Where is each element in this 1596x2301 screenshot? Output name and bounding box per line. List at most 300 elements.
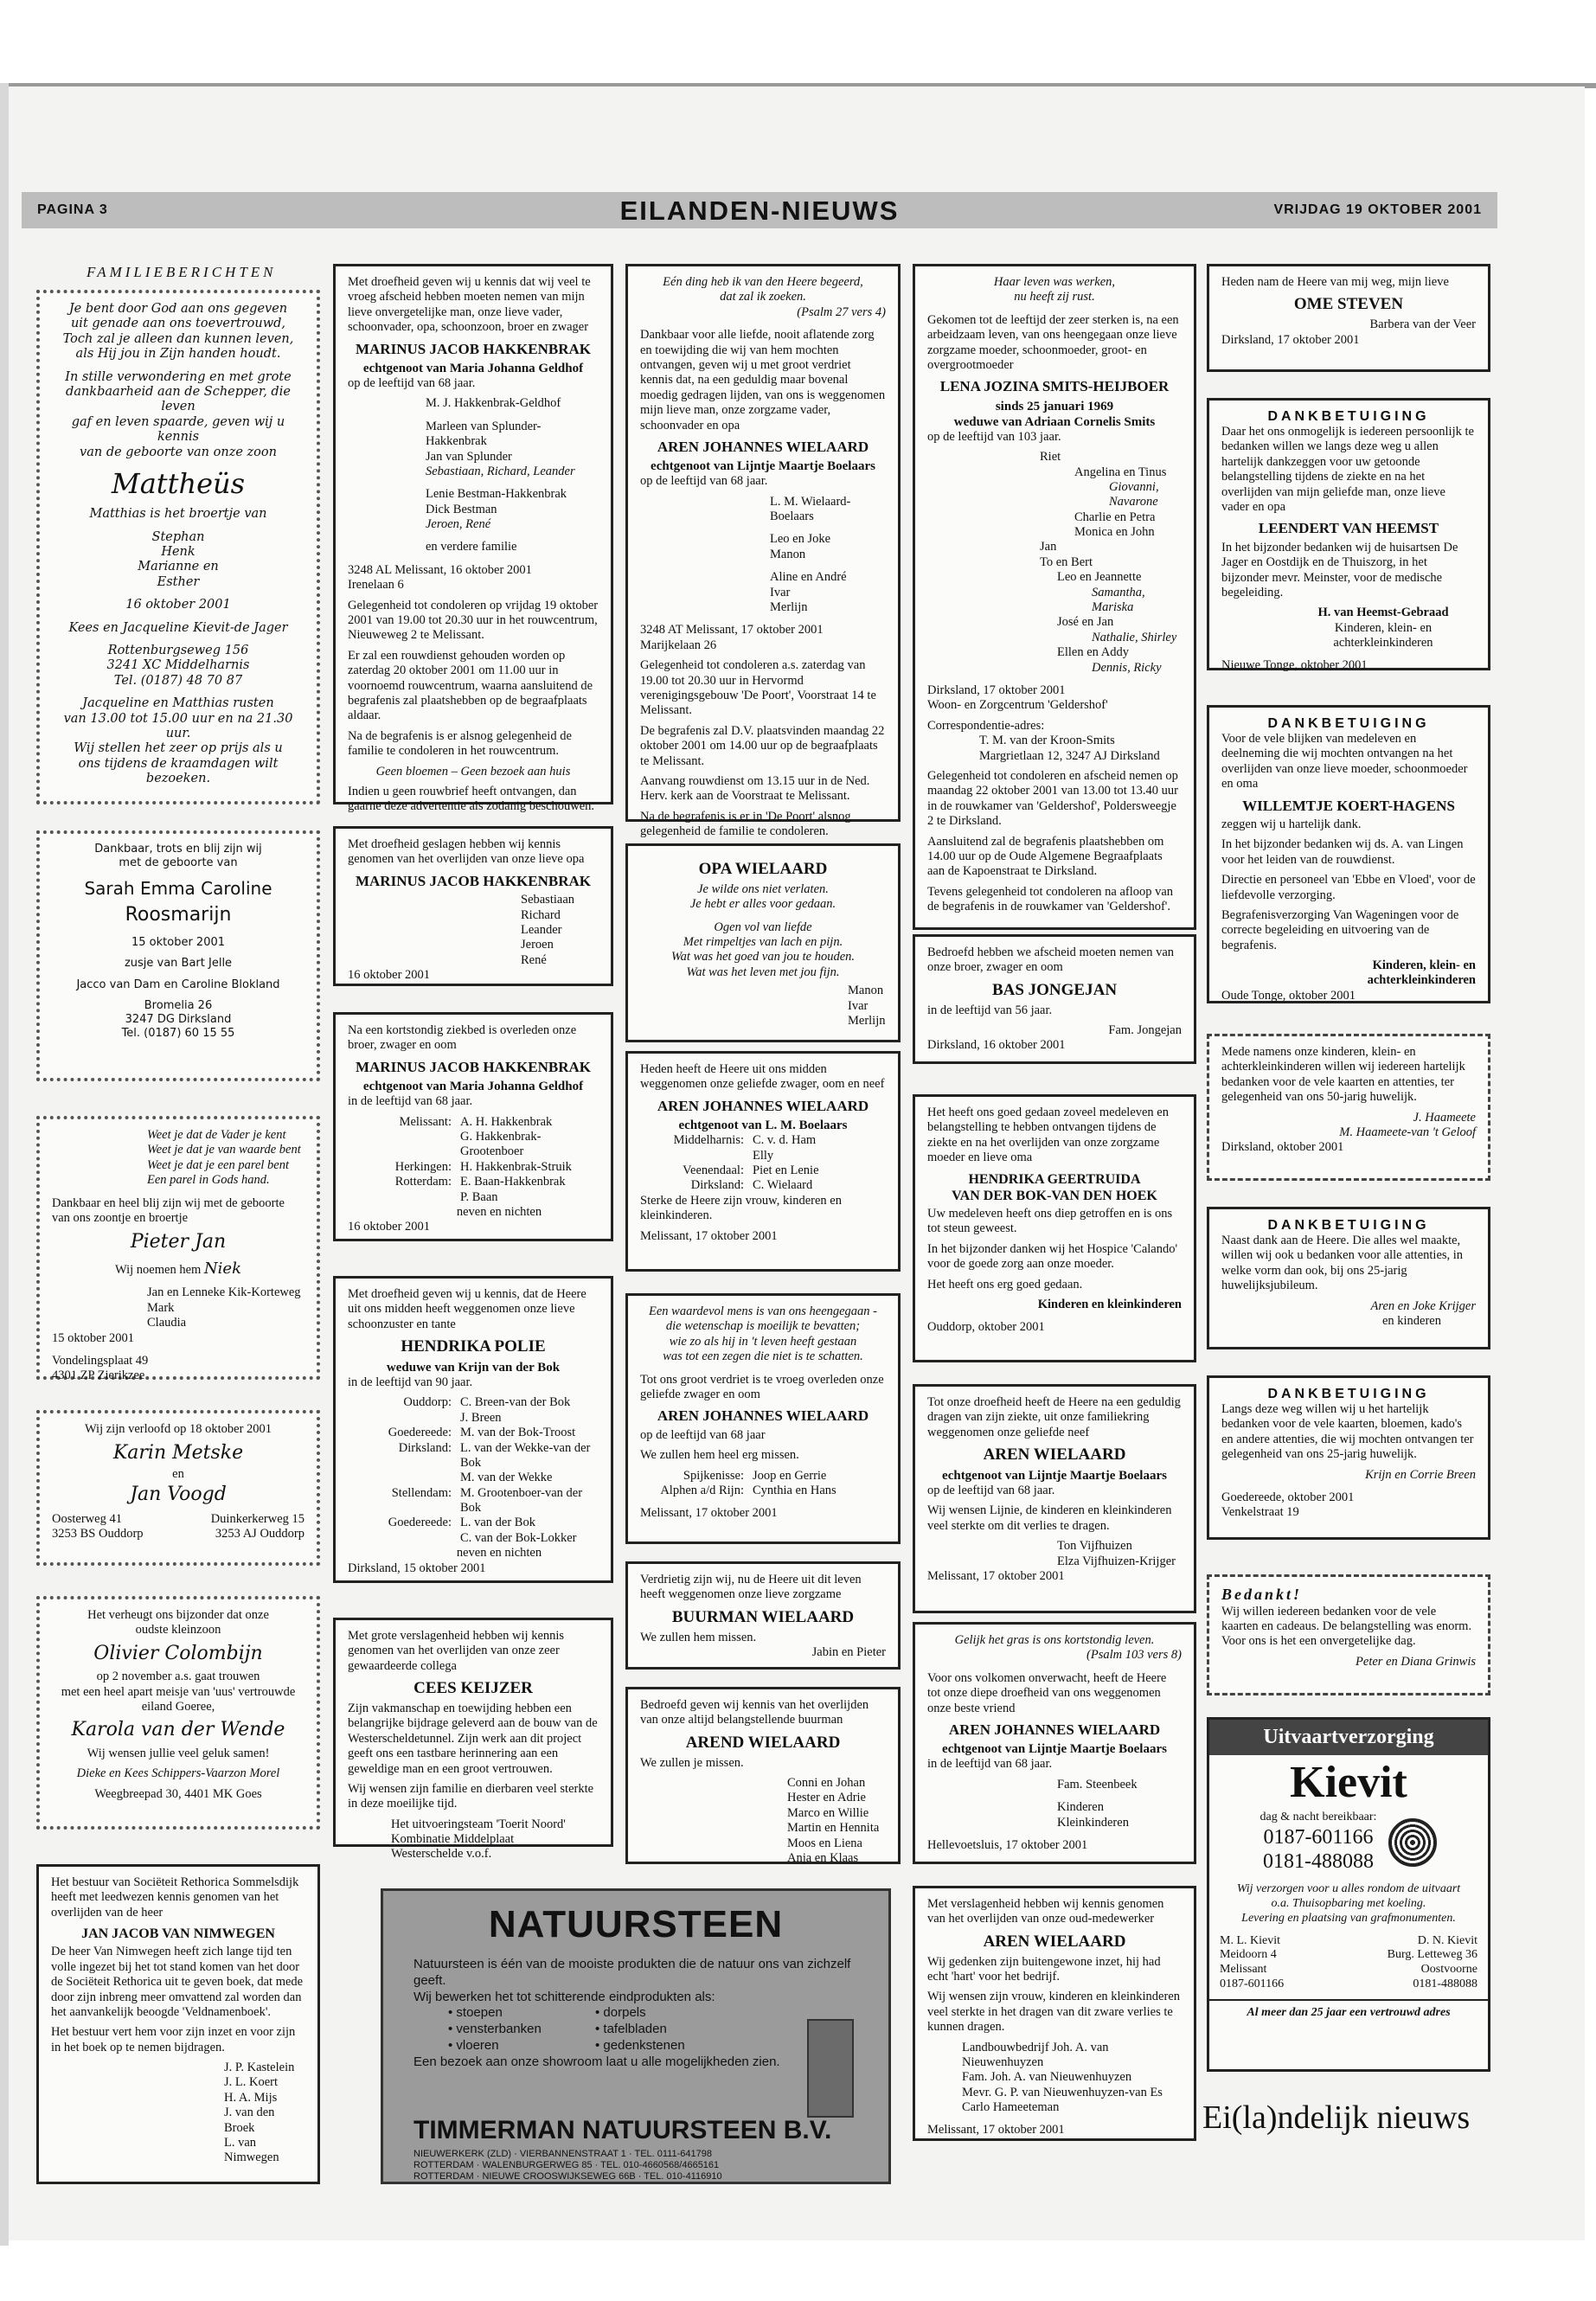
deceased-name: OME STEVEN <box>1293 295 1404 314</box>
age: op de leeftijd van 68 jaar <box>640 1427 766 1442</box>
child-name: Pieter Jan <box>130 1231 227 1253</box>
obituary-ome-steven <box>1207 264 1490 372</box>
signatory: Kleinkinderen <box>1057 1815 1129 1830</box>
thanks-hendrika-bok <box>913 1094 1196 1362</box>
deceased-name: BUURMAN WIELAARD <box>671 1607 855 1626</box>
text-line: dankbaarheid aan de Schepper, die leven <box>66 384 291 414</box>
family-member: Lenie Bestman-Hakkenbrak <box>426 487 567 502</box>
thanks-heading: DANKBETUIGING <box>1267 409 1430 424</box>
sibling-name: Esther <box>157 574 200 589</box>
verse-line: dat zal ik zoeken. <box>720 290 806 304</box>
family-member: Leo en Jeannette <box>1057 570 1142 585</box>
text-line: Jacqueline en Matthias rusten <box>82 696 274 711</box>
verse-line: Ogen vol van liefde <box>714 920 812 934</box>
location: Veenendaal: <box>683 1163 744 1177</box>
thanks-willemtje <box>1207 705 1490 1003</box>
verse-line: Wat was het goed van jou te houden. <box>670 950 856 965</box>
family-member: Leo en Joke <box>770 532 831 547</box>
date: Ouddorp, oktober 2001 <box>927 1320 1045 1335</box>
text: Het bestuur vert hem voor zijn inzet en voor zijn in het boek op te nemen bijdragen. <box>51 2025 296 2054</box>
deceased-name: AREND WIELAARD <box>685 1733 841 1752</box>
address: 3253 AJ Ouddorp <box>215 1526 304 1541</box>
signatory: Kinderen, klein- en <box>1372 958 1476 973</box>
verse-line: wie zo als hij in 't leven heeft gestaan <box>669 1334 857 1349</box>
parents: Jan en Lenneke Kik-Korteweg <box>147 1285 301 1300</box>
thanks-krijger <box>1207 1207 1490 1349</box>
grandchild: Merlijn <box>848 1013 886 1028</box>
date: Melissant, 17 oktober 2001 <box>927 2123 1065 2138</box>
family-member: Ellen en Addy <box>1057 645 1129 660</box>
family-member: C. v. d. Ham <box>753 1133 817 1148</box>
family-member: Marleen van Splunder-Hakkenbrak <box>426 419 542 449</box>
text: De begrafenis zal D.V. plaatsvinden maandag 22 oktober 2001 om 14.00 uur op de begraafplaats te Melissant. <box>640 723 885 768</box>
family-row <box>348 1531 599 1546</box>
signatory: Kombinatie Middelplaat <box>391 1832 515 1847</box>
text-line: Wij stellen het zeer op prijs als u <box>74 741 283 756</box>
signatory: Kinderen, klein- en <box>1334 620 1433 635</box>
groom-name: Jan Voogd <box>130 1484 227 1506</box>
address: 3248 AL Melissant, 16 oktober 2001 <box>348 562 532 577</box>
signatory: Carlo Hameeteman <box>962 2100 1060 2115</box>
spouse-line: weduwe van Adriaan Cornelis Smits <box>953 414 1156 429</box>
spouse-line: echtgenoot van L. M. Boelaars <box>678 1118 848 1133</box>
location: Melissant: <box>399 1114 452 1129</box>
signatory: Aren en Joke Krijger <box>1370 1298 1476 1313</box>
location <box>348 1471 460 1485</box>
text: Heden nam de Heere van mij weg, mijn lieve <box>1221 275 1449 289</box>
page-number: PAGINA 3 <box>37 202 108 217</box>
signatory: achterkleinkinderen <box>1367 973 1476 988</box>
text: Met droefheid geven wij u kennis dat wij veel te vroeg afscheid hebben moeten nemen van mijn lieve onvergetelijke man, onze lieve vader, schoonvader, opa, schoonzoon, broer en zwager <box>348 275 591 335</box>
deceased-name: HENDRIKA GEERTRUIDA <box>968 1171 1141 1187</box>
advert-addresses <box>413 2149 722 2183</box>
family-list <box>348 1115 599 1205</box>
obituary-marinus-siblings <box>333 1012 613 1241</box>
contact: D. N. Kievit <box>1417 1933 1477 1947</box>
text: Heden heeft de Heere uit ons midden weggenomen onze geliefde zwager, oom en neef <box>640 1062 885 1092</box>
obituary-lena-smits <box>913 264 1196 930</box>
address: Goedereede, oktober 2001 <box>1221 1490 1355 1504</box>
family-member: M. J. Hakkenbrak-Geldhof <box>426 396 561 411</box>
text: Geen bloemen – Geen bezoek aan huis <box>375 764 571 779</box>
address: 3241 XC Middelharnis <box>106 658 250 673</box>
text: zeggen wij u hartelijk dank. <box>1221 817 1362 831</box>
spouse-line: echtgenoot van Lijntje Maartje Boelaars <box>942 1468 1167 1483</box>
family-row <box>640 1178 886 1193</box>
family-member: C. van der Bok-Lokker <box>460 1530 577 1545</box>
obituary-aren-medewerker <box>913 1886 1196 2141</box>
phone: 0181-488088 <box>1413 1977 1477 1990</box>
signatory: Krijn en Corrie Breen <box>1365 1467 1476 1482</box>
family-row <box>348 1115 599 1130</box>
text: Met verslagenheid hebben wij kennis genomen van het overlijden van onze oud-medewerker <box>927 1897 1164 1926</box>
text: met een heel apart meisje van 'uus' vertrouwde eiland Goeree, <box>61 1684 296 1714</box>
parents: Kees en Jacqueline Kievit-de Jager <box>68 620 288 635</box>
verse-line: was tot een zegen die niet is te schatten. <box>663 1349 863 1364</box>
family-row <box>348 1471 599 1485</box>
text-line: Matthias is het broertje van <box>89 507 267 522</box>
text: Na de begrafenis is er alsnog gelegenheid de familie te condoleren in het rouwcentrum. <box>348 728 572 759</box>
natuursteen-advert <box>381 1888 891 2184</box>
deceased-name: MARINUS JACOB HAKKENBRAK <box>355 1058 592 1075</box>
deceased-name: WILLEMTJE KOERT-HAGENS <box>1242 797 1455 814</box>
scan-edge-left <box>0 83 9 2246</box>
phone: 0187-601166 <box>1220 1977 1285 1990</box>
obituary-aren-inlaws <box>625 1051 901 1272</box>
location: Dirksland: <box>690 1178 744 1193</box>
advert-heading: NATUURSTEEN <box>488 1903 784 1945</box>
text: Wij gedenken zijn buitengewone inzet, hij had echt 'hart' voor het bedrijf. <box>927 1954 1161 1984</box>
text: Voor de vele blijken van medeleven en deelneming die wij mochten ontvangen na het overlijden van onze lieve moeder, schoonmoeder en oma <box>1221 732 1468 792</box>
family-row <box>640 1149 886 1163</box>
grandchild: Sebastiaan <box>521 893 575 907</box>
obituary-opa-wielaard <box>625 843 901 1042</box>
signatory: en kinderen <box>1381 1313 1441 1328</box>
text: Wij wensen zijn familie en dierbaren veel sterkte in deze moeilijke tijd. <box>348 1781 594 1811</box>
family-row <box>348 1190 599 1205</box>
family-member: L. van der Wekke-van der Bok <box>460 1440 591 1470</box>
wedding-notice <box>36 1596 320 1830</box>
family-row <box>348 1486 599 1516</box>
text: Natuursteen is één van de mooiste produkten die de natuur ons van zichzelf geeft. <box>413 1957 851 1988</box>
address: Correspondentie-adres: <box>927 718 1045 733</box>
text: Naast dank aan de Heere. Die alles wel maakte, willen wij ook u bedanken voor alle attenties, in welke vorm dan ook, bij ons 25-jarig huwelijksjubileum. <box>1221 1234 1464 1293</box>
text: In het bijzonder bedanken wij de huisartsen De Jager en Oostdijk en de Thuiszorg, in het bijzonder mevr. Meinster, voor de medische begeleiding. <box>1221 540 1458 599</box>
location: Alphen a/d Rijn: <box>660 1483 744 1497</box>
address: Vondelingsplaat 49 <box>52 1353 149 1368</box>
neighbour: Conni en Johan <box>787 1775 866 1790</box>
family-member: A. H. Hakkenbrak <box>460 1114 553 1129</box>
neighbour: Anja en Klaas <box>787 1850 859 1865</box>
masthead: EILANDEN-NIEUWS <box>619 195 900 226</box>
family-member: Giovanni, Navarone <box>1109 479 1159 510</box>
birth-date: 16 oktober 2001 <box>125 598 231 612</box>
birth-notice-sarah <box>36 830 320 1081</box>
obituary-hendrika-polie <box>333 1276 613 1583</box>
text: Er zal een rouwdienst gehouden worden op zaterdag 20 oktober 2001 om 11.00 uur in voornoemd rouwcentrum, waarna aansluitend de begrafenis zal plaatshebben op de begraafplaats aldaar. <box>348 648 593 723</box>
advert-heading: Uitvaartverzorging <box>1209 1720 1488 1755</box>
birth-date: 15 oktober 2001 <box>131 935 226 949</box>
sibling-name: Mark <box>147 1300 175 1315</box>
verse-line: Weet je dat je een parel bent <box>147 1157 290 1172</box>
thanks-heading: DANKBETUIGING <box>1267 1218 1430 1233</box>
family-member: C. Breen-van der Bok <box>460 1395 571 1410</box>
page-header <box>22 192 1497 228</box>
deceased-name: AREN WIELAARD <box>983 1445 1126 1465</box>
signatory: Fam. Joh. A. van Nieuwenhuyzen <box>962 2070 1132 2085</box>
text: Dankbaar en heel blij zijn wij met de geboorte van ons zoontje en broertje <box>52 1195 285 1225</box>
family-member: Dick Bestman <box>426 502 497 516</box>
birth-notice-mattheus <box>36 290 320 804</box>
family-member: M. van der Bok-Troost <box>460 1426 576 1440</box>
verse-line: Je bent door God aan ons gegeven <box>68 302 288 316</box>
list-item: • vloeren <box>448 2037 499 2053</box>
text: Daar het ons onmogelijk is iedereen persoonlijk te bedanken willen we langs deze weg u allen hartelijk dankzeggen voor uw getoonde belangstelling tijdens de ziekte en na het overlijden van mijn geliefde man, onze lieve vader en opa <box>1221 425 1474 514</box>
neighbour: Marco en Willie <box>787 1805 869 1820</box>
text: Sterke de Heere zijn vrouw, kinderen en kleinkinderen. <box>640 1193 842 1223</box>
family-member: Riet <box>1040 450 1061 465</box>
kievit-advert <box>1207 1717 1490 2072</box>
signatory: Kinderen en kleinkinderen <box>1037 1297 1182 1311</box>
text: o.a. Thuisopbaring met koeling. <box>1271 1896 1426 1910</box>
location: Goedereede: <box>388 1516 452 1530</box>
address: NIEUWERKERK (ZLD) · VIERBANNENSTRAAT 1 · TEL. 0111-641798 <box>413 2149 712 2159</box>
text: Mede namens onze kinderen, klein- en achterkleinkinderen willen wij iedereen hartelijk bedanken voor de vele kaarten en attenties, ter gelegenheid van ons 50-jarig huwelijk. <box>1221 1045 1465 1105</box>
verse-line: Weet je dat je van waarde bent <box>147 1143 301 1157</box>
family-member: C. Wielaard <box>753 1178 813 1193</box>
thanks-haameete <box>1207 1034 1490 1181</box>
text: Levering en plaatsing van grafmonumenten. <box>1241 1911 1456 1925</box>
family-member: P. Baan <box>460 1189 498 1204</box>
verse-ref: (Psalm 27 vers 4) <box>797 304 886 319</box>
family-member: Dennis, Ricky <box>1092 660 1162 675</box>
date: 16 oktober 2001 <box>348 968 431 983</box>
phone: Tel. (0187) 60 15 55 <box>121 1026 235 1040</box>
signatory: J. L. Koert <box>224 2075 279 2090</box>
location: Rotterdam: <box>394 1175 452 1189</box>
thanks-heading: DANKBETUIGING <box>1267 1387 1430 1401</box>
deceased-name: CEES KEIJZER <box>413 1679 533 1698</box>
family-member: E. Baan-Hakkenbrak <box>460 1175 566 1189</box>
address: Irenelaan 6 <box>348 578 404 593</box>
age: op de leeftijd van 103 jaar. <box>927 429 1061 444</box>
signatory: Landbouwbedrijf Joh. A. van Nieuwenhuyzen <box>962 2040 1109 2069</box>
location: Dirksland: <box>398 1440 452 1455</box>
family-row <box>348 1130 599 1160</box>
family-member: Monica en John <box>1074 525 1155 540</box>
verse-line: Een parel in Gods hand. <box>147 1173 270 1188</box>
text-line: van 13.00 tot 15.00 uur en na 21.30 uur. <box>63 711 293 740</box>
verse-line: Met rimpeltjes van lach en pijn. <box>683 934 843 949</box>
deceased-name: AREN JOHANNES WIELAARD <box>657 1097 869 1114</box>
signatory: L. van Nimwegen <box>224 2136 279 2165</box>
thanks-heading: Bedankt! <box>1221 1586 1303 1603</box>
list-item: • gedenkstenen <box>595 2037 685 2053</box>
obituary-arend <box>625 1687 901 1864</box>
text: Zijn vakmanschap en toewijding hebben een belangrijke bijdrage geleverd aan de bouw van de Westerscheldetunnel. Zijn werk aan dit project geeft ons een tastbare herinnering aan een geweldige man en een groot vertrouwen. <box>348 1701 598 1776</box>
family-member: G. Hakkenbrak-Grootenboer <box>460 1129 542 1159</box>
text: We zullen hem missen. <box>640 1630 757 1644</box>
text: Uw medeleven heeft ons diep getroffen en is ons tot steun geweest. <box>927 1206 1173 1236</box>
address: 3247 DG Dirksland <box>125 1012 232 1026</box>
date: Melissant, 17 oktober 2001 <box>927 1568 1065 1583</box>
birth-notice-pieter <box>36 1116 320 1383</box>
verse-line: als Hij jou in Zijn handen houdt. <box>75 347 281 362</box>
address: 3248 AT Melissant, 17 oktober 2001 <box>640 623 824 638</box>
text: Gelegenheid tot condoleren op vrijdag 19 oktober 2001 van 19.00 tot 20.30 uur in het rouwcentrum, Nieuweweg 2 te Melissant. <box>348 598 599 643</box>
deceased-name: OPA WIELAARD <box>698 860 828 878</box>
obituary-aren-neef <box>913 1384 1196 1613</box>
date: Dirksland, oktober 2001 <box>1221 1140 1344 1155</box>
text: Na de begrafenis is er in 'De Poort' alsnog gelegenheid de familie te condoleren. <box>640 809 851 839</box>
obituary-buurman <box>625 1561 901 1670</box>
family-member: Jan van Splunder <box>426 449 512 464</box>
location <box>348 1130 460 1160</box>
grandchild: Richard <box>521 907 561 922</box>
text: Gekomen tot de leeftijd der zeer sterken is, na een arbeidzaam leven, van ons heengegaan onze lieve zorgzame moeder, schoonmoeder, groot- en overgrootmoeder <box>927 312 1179 372</box>
address: T. M. van der Kroon-Smits <box>979 734 1115 748</box>
neighbour: Hester en Adrie <box>787 1791 866 1805</box>
family-member: Angelina en Tinus <box>1074 465 1167 479</box>
verse-line: Je hebt er alles voor gedaan. <box>689 897 836 912</box>
family-row <box>348 1175 599 1189</box>
address: Meidoorn 4 <box>1220 1948 1277 1962</box>
grandchild: Jeroen <box>521 938 554 952</box>
thanks-leendert <box>1207 398 1490 673</box>
signatory: Peter en Diana Grinwis <box>1356 1654 1476 1669</box>
text: Een bezoek aan onze showroom laat u alle mogelijkheden zien. <box>413 2054 780 2069</box>
thanks-breen <box>1207 1375 1490 1540</box>
family-member: Charlie en Petra <box>1074 510 1156 524</box>
grandchild: Manon <box>848 984 884 998</box>
address: Marijkelaan 26 <box>640 638 717 652</box>
deceased-name: AREN JOHANNES WIELAARD <box>948 1721 1161 1738</box>
spouse-line: echtgenoot van Lijntje Maartje Boelaars <box>942 1742 1167 1757</box>
age: op de leeftijd van 68 jaar. <box>640 474 768 489</box>
family-member: Piet en Lenie <box>753 1163 819 1177</box>
family-row <box>348 1441 599 1471</box>
signatory: Fam. Jongejan <box>1108 1022 1182 1037</box>
text: Het heeft ons goed gedaan zoveel medeleven en belangstelling te hebben ontvangen tijdens de ziekte en na het overlijden van onze zorgzame moeder en lieve oma <box>927 1106 1169 1165</box>
bride-name: Karin Metske <box>112 1442 244 1465</box>
grandchild: René <box>521 952 547 967</box>
signatory: Mevr. G. P. van Nieuwenhuyzen-van Es <box>962 2085 1163 2099</box>
date: Hellevoetsluis, 17 oktober 2001 <box>927 1837 1088 1852</box>
text-line: Dankbaar, trots en blij zijn wij <box>94 843 262 856</box>
sibling-name: Marianne en <box>138 560 219 574</box>
signatory: Het uitvoeringsteam 'Toerit Noord' <box>391 1817 566 1831</box>
verse-line: Wat was het leven met jou fijn. <box>686 965 840 979</box>
signatory: Fam. Steenbeek <box>1057 1777 1138 1791</box>
address: 4301 ZP Zierikzee <box>52 1368 145 1383</box>
text: en <box>172 1466 184 1481</box>
list-item: • dorpels <box>595 2005 646 2021</box>
obituary-marinus-grandchildren <box>333 826 613 986</box>
advert-body <box>413 1957 863 2070</box>
text: In het bijzonder danken wij het Hospice 'Calando' voor de goede zorg aan onze moeder. <box>927 1241 1178 1272</box>
family-member: L. van der Bok <box>460 1516 535 1530</box>
text: oudste kleinzoon <box>135 1623 221 1638</box>
child-name: Sarah Emma Caroline <box>84 878 272 900</box>
deceased-name: JAN JACOB VAN NIMWEGEN <box>81 1926 275 1942</box>
phone: 0181-488088 <box>1262 1850 1374 1874</box>
text: Wij verzorgen voor u alles rondom de uitvaart <box>1236 1882 1461 1896</box>
nickname: Niek <box>203 1259 241 1278</box>
signatory: J. Haameete <box>1413 1110 1476 1125</box>
deceased-name: MARINUS JACOB HAKKENBRAK <box>355 872 592 889</box>
location: Stellendam: <box>391 1485 452 1500</box>
sibling-name: Stephan <box>151 529 205 544</box>
location: Goedereede: <box>388 1426 452 1440</box>
text: Voor ons volkomen onverwacht, heeft de Heere tot onze diepe droefheid van ons weggenomen onze beste vriend <box>927 1670 1167 1715</box>
parents: Jacco van Dam en Caroline Blokland <box>76 977 280 991</box>
text: Na een kortstondig ziekbed is overleden onze broer, zwager en oom <box>348 1023 577 1053</box>
family-member: Jeroen, René <box>426 517 491 532</box>
age: in de leeftijd van 68 jaar. <box>927 1757 1053 1772</box>
text: We zullen hem heel erg missen. <box>640 1448 799 1463</box>
sibling-name: Claudia <box>147 1316 187 1330</box>
deceased-name: AREN JOHANNES WIELAARD <box>657 438 869 455</box>
deceased-name: HENDRIKA POLIE <box>401 1337 546 1356</box>
text: Het heeft ons erg goed gedaan. <box>927 1277 1083 1292</box>
family-member: en verdere familie <box>426 540 517 554</box>
text: Wij zijn verloofd op 18 oktober 2001 <box>84 1422 272 1436</box>
text: Tot onze droefheid heeft de Heere na een geduldig dragen van zijn ziekte, uit onze familiekring weggenomen onze geliefde neef <box>927 1395 1181 1439</box>
verse-line: Je wilde ons niet verlaten. <box>697 881 829 896</box>
family-list <box>640 1133 886 1194</box>
text: Wij wensen zijn vrouw, kinderen en kleinkinderen veel sterkte in het dragen van dit zware verlies te kunnen dragen. <box>927 1990 1181 2035</box>
spouse-line: echtgenoot van Lijntje Maartje Boelaars <box>651 459 875 474</box>
list-item: • tafelbladen <box>595 2022 667 2036</box>
family-row <box>348 1411 599 1426</box>
text: Wij willen iedereen bedanken voor de vele kaarten en cadeaus. De belangstelling was enorm. Voor ons is het een onvergetelijke dag. <box>1221 1604 1472 1649</box>
family-member: Samantha, Mariska <box>1092 585 1145 615</box>
section-title: FAMILIEBERICHTEN <box>87 264 277 280</box>
text: We zullen je missen. <box>640 1755 744 1770</box>
obituary-cees-keijzer <box>333 1618 613 1862</box>
bride-name: Karola van der Wende <box>71 1719 285 1741</box>
spouse-line: echtgenoot van Maria Johanna Geldhof <box>362 1080 584 1094</box>
child-name: Mattheüs <box>111 466 246 500</box>
company-name: TIMMERMAN NATUURSTEEN B.V. <box>413 2116 832 2144</box>
signatory: Westerschelde v.o.f. <box>391 1847 492 1862</box>
text: Gelegenheid tot condoleren en afscheid nemen op maandag 22 oktober 2001 van 13.00 tot 13.40 uur in de rouwkamer van 'Geldershof', Poldersweegje 2 te Dirksland. <box>927 768 1178 829</box>
text: Wij wensen jullie veel geluk samen! <box>87 1746 270 1760</box>
issue-date: VRIJDAG 19 OKTOBER 2001 <box>1273 202 1482 217</box>
text: De heer Van Nimwegen heeft zich lange tijd ten volle ingezet bij het tot stand komen van het door de Sociëteit Rethorica uit te geven boek, dat mede door zijn inbreng meer omvattend zal worden dan het aanvankelijk beoogde 'Veldnamenboek'. <box>51 1945 304 2019</box>
signatory: J. P. Kastelein <box>224 2061 295 2075</box>
address: ROTTERDAM · WALENBURGERWEG 85 · TEL. 010-4660568/4665161 <box>413 2160 720 2171</box>
text-line: ons tijdens de kraamdagen wilt bezoeken. <box>78 756 279 786</box>
signatory: Kinderen <box>1057 1800 1104 1815</box>
spouse-line: echtgenoot van Maria Johanna Geldhof <box>362 361 584 375</box>
family-member: Sebastiaan, Richard, Leander <box>426 464 575 478</box>
text: Aansluitend zal de begrafenis plaatshebben om 14.00 uur op de Oude Algemene Begraafplaats aan de Kapoenstraat te Dirksland. <box>927 834 1164 879</box>
signature: Dieke en Kees Schippers-Vaarzon Morel <box>76 1766 280 1781</box>
neighbour: Moos en Liena <box>787 1836 862 1850</box>
text: Het bestuur van Sociëteit Rethorica Sommelsdijk heeft met leedwezen kennis genomen van het overlijden van de heer <box>51 1875 299 1920</box>
location <box>348 1411 460 1426</box>
date: Melissant, 17 oktober 2001 <box>640 1506 778 1521</box>
address: Rottenburgseweg 156 <box>107 644 249 658</box>
family-member: Joop en Gerrie <box>753 1468 827 1483</box>
signatory: Ton Vijfhuizen <box>1057 1539 1132 1554</box>
address: Dirksland, 17 oktober 2001 <box>927 683 1066 697</box>
deceased-name: VAN DER BOK-VAN DEN HOEK <box>952 1188 1157 1203</box>
text: Wij wensen Lijnie, de kinderen en kleinkinderen veel sterkte om dit verlies te dragen. <box>927 1503 1172 1533</box>
address: Woon- en Zorgcentrum 'Geldershof' <box>927 698 1108 713</box>
location <box>348 1190 460 1205</box>
text: Met droefheid geslagen hebben wij kennis genomen van het overlijden van onze lieve opa <box>348 837 585 867</box>
family-member: Aline en André <box>770 570 847 585</box>
address: Weegbreepad 30, 4401 MK Goes <box>94 1786 262 1801</box>
text-line: In stille verwondering en met grote <box>65 369 292 384</box>
family-member: José en Jan <box>1057 615 1114 630</box>
contact: M. L. Kievit <box>1220 1933 1280 1947</box>
text: Wij noemen hem <box>115 1262 202 1277</box>
text: Bedroefd hebben we afscheid moeten nemen van onze broer, zwager en oom <box>927 945 1175 975</box>
deceased-name: BAS JONGEJAN <box>991 980 1118 999</box>
age: in de leeftijd van 56 jaar. <box>927 1003 1053 1017</box>
date: Dirksland, 17 oktober 2001 <box>1221 332 1360 347</box>
spouse-line: sinds 25 januari 1969 <box>995 399 1114 413</box>
signatory: H. van Heemst-Gebraad <box>1317 606 1449 620</box>
signatory: M. Haameete-van 't Geloof <box>1339 1125 1476 1139</box>
footer-logo: Ei(la)ndelijk nieuws <box>1202 2099 1471 2136</box>
family-member: Nathalie, Shirley <box>1092 630 1177 644</box>
grandchild: Leander <box>521 922 562 937</box>
family-member: Elly <box>753 1148 774 1163</box>
